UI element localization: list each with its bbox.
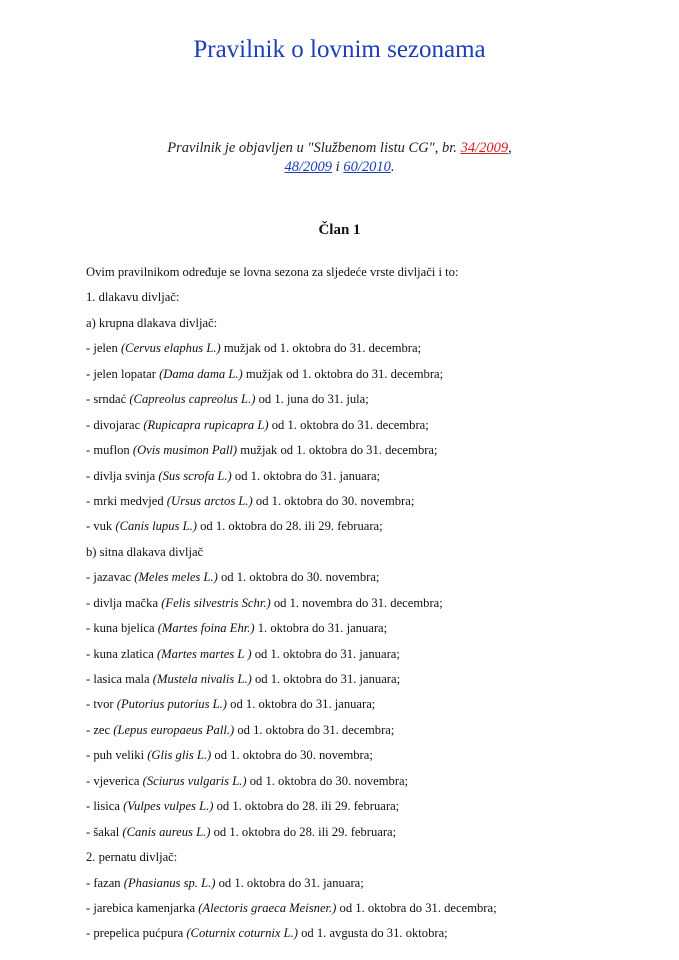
species-latin-name: (Canis aureus L.) (122, 824, 211, 839)
line-text: - puh veliki (86, 748, 148, 763)
species-latin-name: (Martes foina Ehr.) (157, 621, 255, 636)
season-period: od 1. oktobra do 30. novembra; (252, 493, 415, 508)
body-line (86, 898, 646, 923)
publication-prefix: Pravilnik je objavljen u "Službenom listu CG", br. (167, 140, 461, 156)
body-line (86, 694, 646, 719)
line-text: - šakal (86, 824, 123, 839)
gazette-link-48-2009[interactable]: 48/2009 (284, 159, 333, 175)
publication-separator: , (508, 140, 512, 156)
species-latin-name: (Dama dama L.) (159, 366, 243, 381)
species-latin-name: (Felis silvestris Schr.) (161, 595, 271, 610)
species-latin-name: (Putorius putorius L.) (116, 697, 227, 712)
species-latin-name: (Capreolus capreolus L.) (129, 392, 256, 407)
article-heading: Član 1 (318, 222, 361, 238)
line-text: - jelen (86, 341, 121, 356)
season-period: od 1. oktobra do 31. januara; (251, 672, 401, 686)
body-line (86, 796, 646, 821)
body-line (86, 644, 646, 669)
species-latin-name: (Coturnix coturnix L.) (186, 926, 298, 941)
season-period: od 1. oktobra do 31. januara; (227, 697, 376, 712)
line-text: - vjeverica (86, 773, 143, 788)
species-latin-name: (Glis glis L.) (147, 748, 212, 763)
species-latin-name: (Mustela nivalis L.) (152, 672, 252, 686)
line-text: - divojarac (86, 417, 144, 432)
body-line (86, 338, 646, 363)
species-latin-name: (Rupicapra rupicapra L) (143, 417, 269, 432)
species-latin-name: (Lepus europaeus Pall.) (113, 722, 235, 737)
species-latin-name: (Ovis musimon Pall) (132, 443, 238, 458)
line-text: - divlja svinja (86, 468, 159, 483)
line-text: - prepelica pućpura (86, 926, 187, 941)
body-line (86, 313, 646, 338)
body-line (86, 364, 646, 389)
body-line (86, 415, 646, 440)
line-text: - jarebica kamenjarka (86, 900, 199, 915)
body-line (86, 771, 646, 796)
season-period: mužjak od 1. oktobra do 31. decembra; (242, 366, 444, 381)
line-text: - jelen lopatar (86, 366, 160, 381)
season-period: mužjak od 1. oktobra do 31. decembra; (237, 443, 438, 458)
season-period: od 1. oktobra do 30. novembra; (211, 748, 373, 763)
body-line (86, 847, 646, 872)
season-period: od 1. oktobra do 30. novembra; (217, 570, 380, 585)
body-line (86, 440, 646, 465)
body-line (86, 262, 646, 287)
line-text: - muflon (86, 443, 133, 458)
season-period: od 1. oktobra do 28. ili 29. februara; (210, 824, 397, 839)
season-period: mužjak od 1. oktobra do 31. decembra; (220, 341, 422, 356)
line-text: a) krupna dlakava divljač: (86, 315, 218, 330)
line-text: b) sitna dlakava divljač (86, 544, 204, 559)
line-text: - lasica mala (86, 672, 153, 686)
body-line (86, 389, 646, 414)
line-text: - lisica (86, 799, 124, 814)
season-period: od 1. oktobra do 28. ili 29. februara; (213, 799, 400, 814)
article-body (86, 262, 646, 949)
body-line (86, 745, 646, 770)
body-line (86, 287, 646, 312)
species-latin-name: (Alectoris graeca Meisner.) (198, 900, 337, 915)
species-latin-name: (Ursus arctos L.) (166, 493, 253, 508)
publication-suffix: . (390, 159, 395, 175)
season-period: od 1. juna do 31. jula; (255, 392, 369, 407)
species-latin-name: (Cervus elaphus L.) (120, 341, 221, 356)
body-line (86, 516, 646, 541)
species-latin-name: (Meles meles L.) (134, 570, 218, 585)
season-period: 1. oktobra do 31. januara; (254, 621, 388, 636)
season-period: od 1. oktobra do 31. januara; (215, 875, 364, 890)
line-text: - fazan (86, 875, 124, 890)
season-period: od 1. oktobra do 30. novembra; (246, 773, 409, 788)
publication-note (0, 139, 679, 177)
publication-separator: i (332, 159, 344, 175)
species-latin-name: (Martes martes L ) (156, 646, 252, 661)
season-period: od 1. oktobra do 31. januara; (231, 468, 381, 483)
season-period: od 1. oktobra do 31. decembra; (268, 417, 429, 432)
body-line (86, 618, 646, 643)
body-line (86, 822, 646, 847)
season-period: od 1. oktobra do 28. ili 29. februara; (196, 519, 383, 534)
species-latin-name: (Phasianus sp. L.) (123, 875, 216, 890)
body-line (86, 542, 646, 567)
species-latin-name: (Sus scrofa L.) (158, 468, 232, 483)
body-line (86, 720, 646, 745)
line-text: 1. dlakavu divljač: (86, 290, 180, 305)
body-line (86, 466, 646, 491)
season-period: od 1. oktobra do 31. decembra; (336, 900, 497, 915)
body-line (86, 491, 646, 516)
document-title: Pravilnik o lovnim sezonama (193, 36, 486, 63)
species-latin-name: (Canis lupus L.) (115, 519, 197, 534)
season-period: od 1. avgusta do 31. oktobra; (297, 926, 448, 941)
season-period: od 1. oktobra do 31. januara; (251, 646, 400, 661)
line-text: - jazavac (86, 570, 135, 585)
gazette-link-34-2009[interactable]: 34/2009 (460, 140, 509, 156)
body-line (86, 923, 646, 948)
species-latin-name: (Vulpes vulpes L.) (123, 799, 214, 814)
line-text: - srndać (86, 392, 130, 407)
species-latin-name: (Sciurus vulgaris L.) (142, 773, 247, 788)
body-line (86, 669, 646, 694)
season-period: od 1. oktobra do 31. decembra; (234, 722, 395, 737)
gazette-link-60-2010[interactable]: 60/2010 (343, 159, 391, 175)
line-text: - kuna zlatica (86, 646, 157, 661)
line-text: 2. pernatu divljač: (86, 850, 178, 865)
body-line (86, 873, 646, 898)
body-line (86, 593, 646, 618)
season-period: od 1. novembra do 31. decembra; (270, 595, 443, 610)
line-text: - tvor (86, 697, 117, 712)
line-text: - kuna bjelica (86, 621, 158, 636)
line-text: Ovim pravilnikom određuje se lovna sezona za sljedeće vrste divljači i to: (86, 265, 459, 279)
body-line (86, 567, 646, 592)
line-text: - divlja mačka (86, 595, 162, 610)
line-text: - zec (86, 722, 114, 737)
line-text: - vuk (86, 519, 116, 534)
line-text: - mrki medvjed (86, 493, 167, 508)
